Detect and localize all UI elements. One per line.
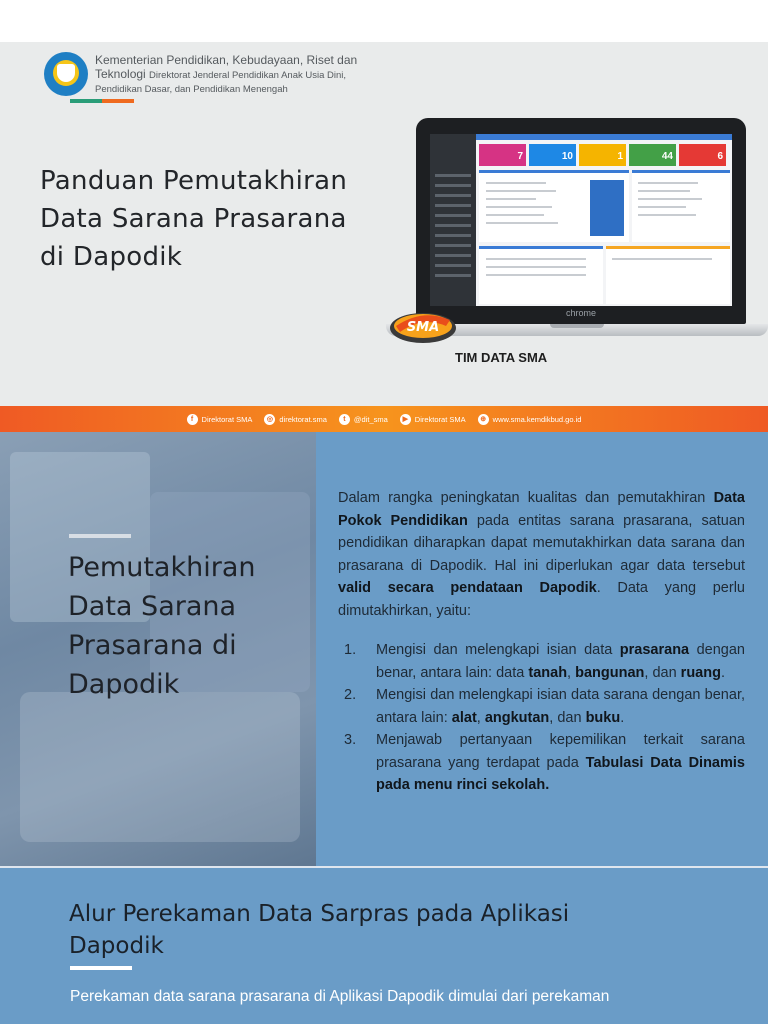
accent-bar-orange — [102, 99, 134, 103]
social-bar — [0, 406, 768, 432]
screen-panel — [606, 246, 730, 304]
section1-title: Pemutakhiran Data Sarana Prasarana di Dapodik — [68, 552, 256, 700]
section1-accent-line — [69, 534, 131, 538]
accent-bar-green — [70, 99, 102, 103]
ministry-name — [95, 53, 365, 96]
directorate-line2: Pendidikan Dasar, dan Pendidikan Menengah — [95, 84, 288, 95]
screen-tile: 6 — [679, 144, 726, 166]
social-twitter[interactable]: t @dit_sma — [339, 414, 388, 425]
sma-badge-text: SMA — [406, 320, 440, 335]
section2-paragraph: Perekaman data sarana prasarana di Aplikasi Dapodik dimulai dari perekaman — [70, 988, 610, 1005]
section1-image-panel — [0, 432, 316, 866]
screen-tile: 7 — [479, 144, 526, 166]
section2 — [0, 868, 768, 1024]
top-margin — [0, 0, 768, 42]
cover-title: Panduan Pemutakhiran Data Sarana Prasarana di Dapodik — [40, 166, 348, 272]
screen-tile: 10 — [529, 144, 576, 166]
instagram-icon: ◎ — [264, 414, 275, 425]
list-item: 2. Mengisi dan melengkapi isian data sarana dengan benar, antara lain: alat, angkutan, dan buku. — [344, 687, 745, 726]
ministry-line2: Teknologi — [95, 67, 146, 81]
twitter-icon: t — [339, 414, 350, 425]
section1-paragraph: Dalam rangka peningkatan kualitas dan pemutakhiran Data Pokok Pendidikan pada entitas sarana prasarana, satuan pendidikan diharapkan dapat memutakhirkan data sarana dan prasarana di Dapodik. Hal ini diperlukan agar data tersebut valid secara pendataan Dapodik. Data yang perlu dimutakhirkan, yaitu: — [338, 490, 745, 619]
facebook-icon: f — [187, 414, 198, 425]
team-label: TIM DATA SMA — [455, 350, 548, 365]
section2-accent-line — [70, 966, 132, 970]
tut-wuri-logo-icon — [44, 52, 88, 96]
social-youtube[interactable]: ▶ Direktorat SMA — [400, 414, 466, 425]
globe-icon: ⊕ — [478, 414, 489, 425]
section2-title: Alur Perekaman Data Sarpras pada Aplikasi Dapodik — [69, 901, 570, 959]
section1-text-panel — [316, 432, 768, 866]
laptop-illustration — [416, 118, 746, 324]
social-facebook[interactable]: f Direktorat SMA — [187, 414, 253, 425]
chrome-label: chrome — [565, 308, 596, 318]
social-website[interactable]: ⊕ www.sma.kemdikbud.go.id — [478, 414, 582, 425]
cover-section — [0, 42, 768, 406]
list-item: 1. Mengisi dan melengkapi isian data prasarana dengan benar, antara lain: data tanah, bangunan, dan ruang. — [344, 642, 745, 681]
ministry-line1: Kementerian Pendidikan, Kebudayaan, Riset dan — [95, 53, 358, 67]
update-list — [338, 639, 745, 797]
screen-tile: 1 — [579, 144, 626, 166]
dapodik-screenshot — [430, 134, 732, 306]
social-instagram[interactable]: ◎ direktorat.sma — [264, 414, 327, 425]
youtube-icon: ▶ — [400, 414, 411, 425]
directorate-line1: Direktorat Jenderal Pendidikan Anak Usia Dini, — [149, 70, 347, 81]
screen-tile: 44 — [629, 144, 676, 166]
list-item: 3. Menjawab pertanyaan kepemilikan terkait sarana prasarana yang terdapat pada Tabulasi Data Dinamis pada menu rinci sekolah. — [344, 732, 745, 793]
sma-badge-icon — [388, 306, 458, 346]
screen-sidebar — [430, 134, 476, 306]
